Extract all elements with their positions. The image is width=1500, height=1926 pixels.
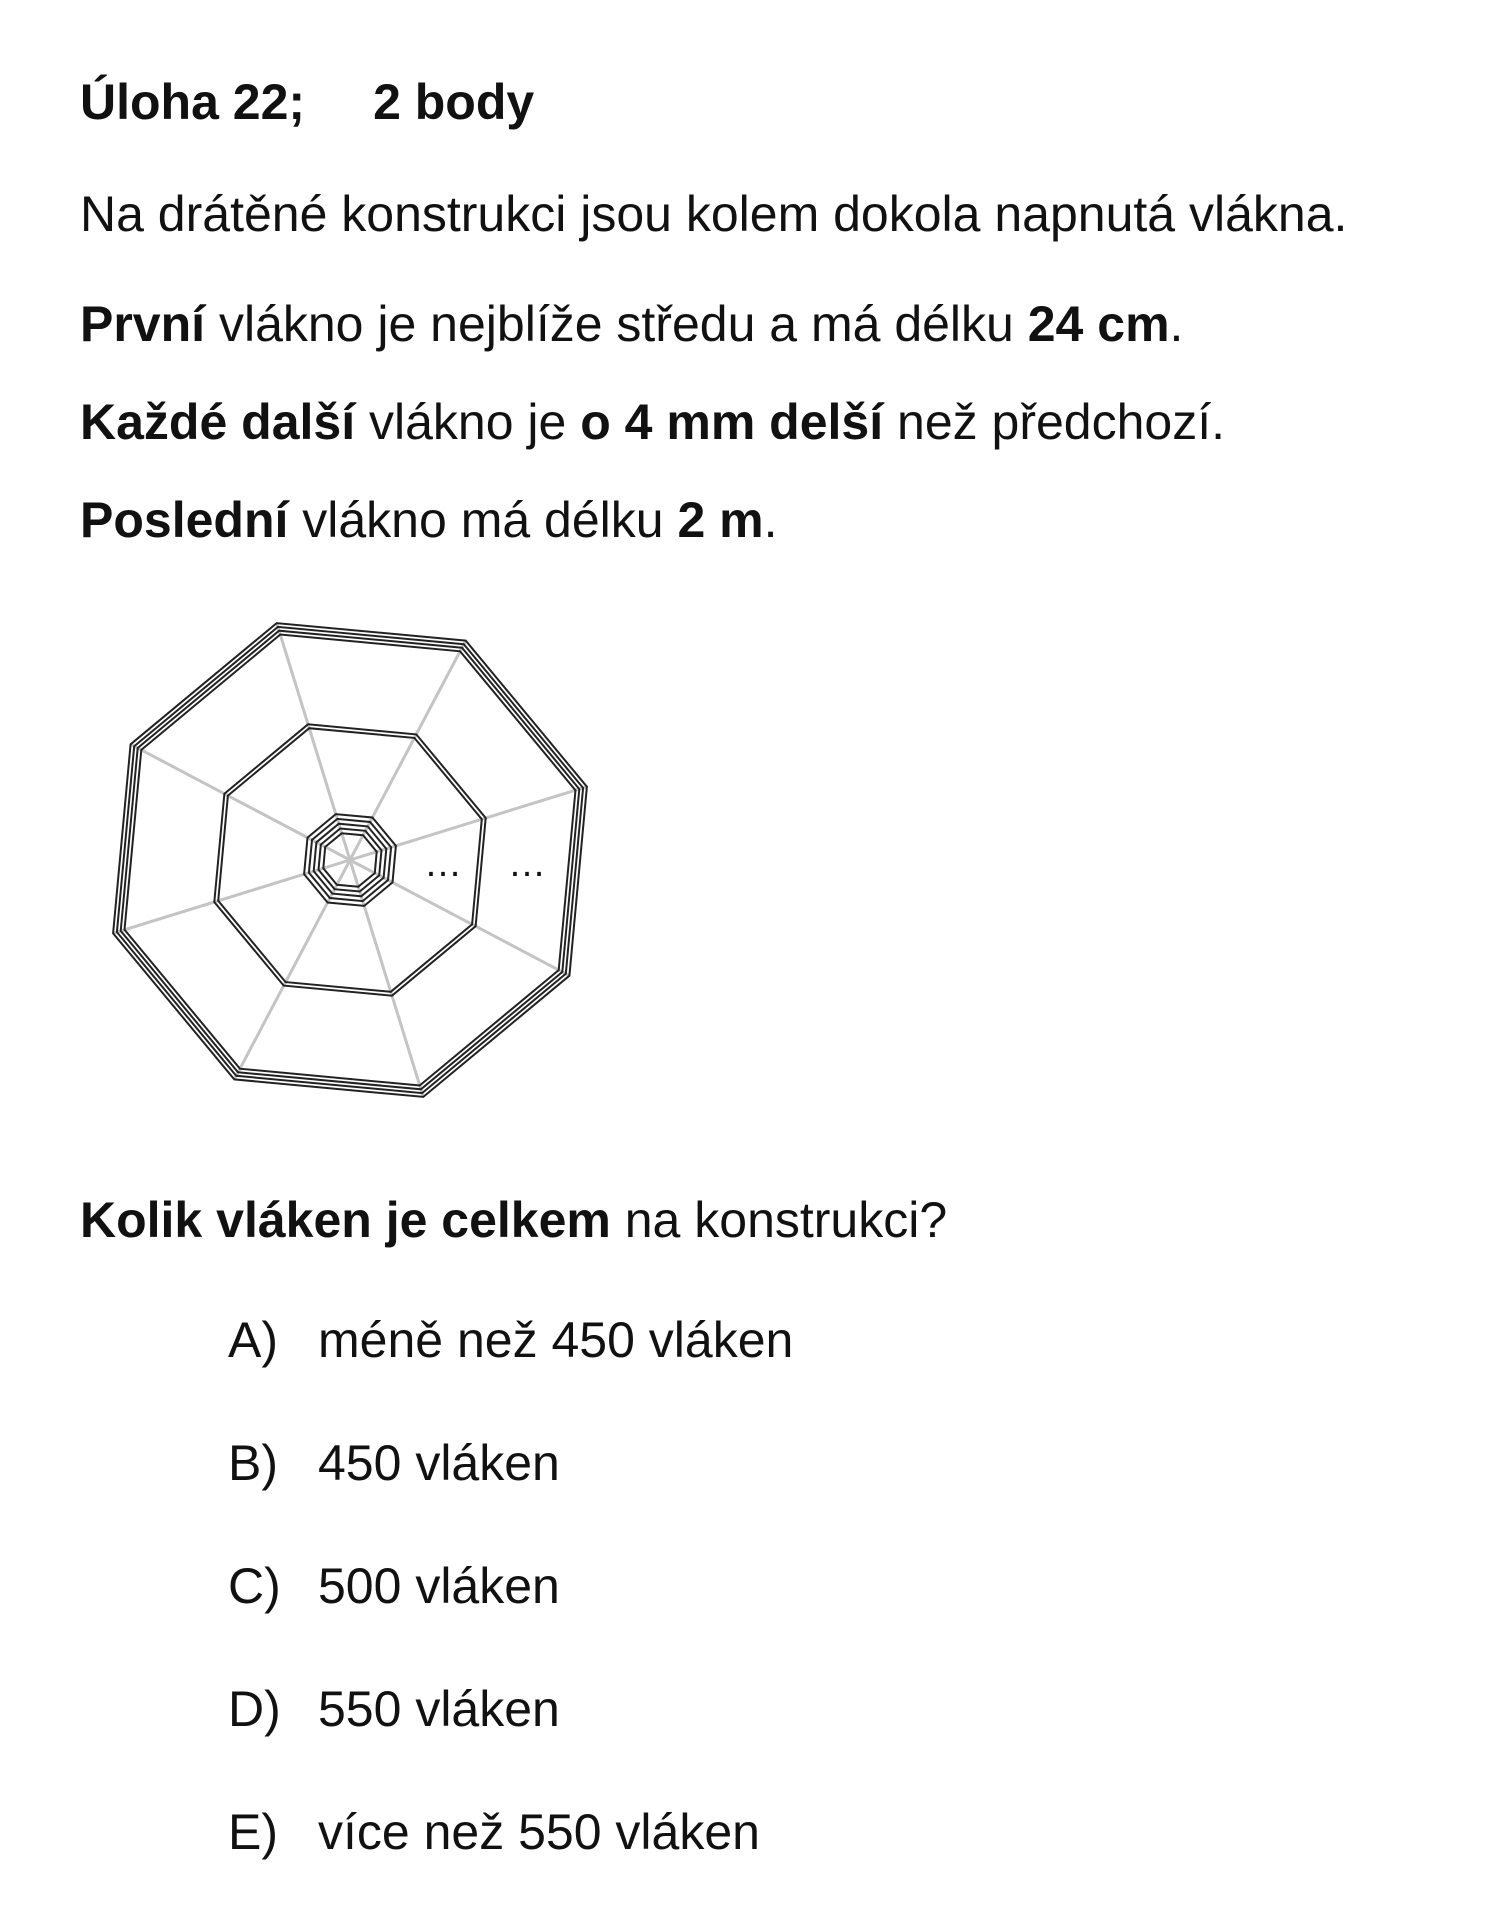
option-letter: B): [228, 1435, 278, 1491]
fact-last-thread: Poslední vlákno má délku 2 m.: [80, 492, 778, 548]
option-b[interactable]: [228, 1433, 560, 1493]
task-title: [80, 72, 534, 132]
option-label: méně než 450 vláken: [318, 1312, 794, 1368]
fact-first-thread: První vlákno je nejblíže středu a má délku 24 cm.: [80, 296, 1184, 352]
task-points: 2 body: [373, 74, 535, 130]
spiderweb-figure: [80, 590, 620, 1130]
option-label: 500 vláken: [318, 1558, 560, 1614]
option-d[interactable]: [228, 1679, 560, 1739]
option-letter: E): [228, 1804, 278, 1860]
option-label: více než 550 vláken: [318, 1804, 760, 1860]
ellipsis-outer: …: [508, 843, 546, 885]
option-c[interactable]: [228, 1556, 560, 1616]
question-text: Kolik vláken je celkem na konstrukci?: [80, 1192, 948, 1248]
option-label: 550 vláken: [318, 1681, 560, 1737]
fact-each-thread: Každé další vlákno je o 4 mm delší než předchozí.: [80, 394, 1225, 450]
option-letter: D): [228, 1681, 281, 1737]
option-e[interactable]: [228, 1802, 760, 1862]
ellipsis-inner: …: [424, 843, 462, 885]
option-label: 450 vláken: [318, 1435, 560, 1491]
task-number: Úloha 22;: [80, 74, 306, 130]
intro-text: Na drátěné konstrukci jsou kolem dokola napnutá vlákna.: [80, 186, 1348, 242]
option-a[interactable]: [228, 1310, 793, 1370]
option-letter: C): [228, 1558, 281, 1614]
option-letter: A): [228, 1312, 278, 1368]
